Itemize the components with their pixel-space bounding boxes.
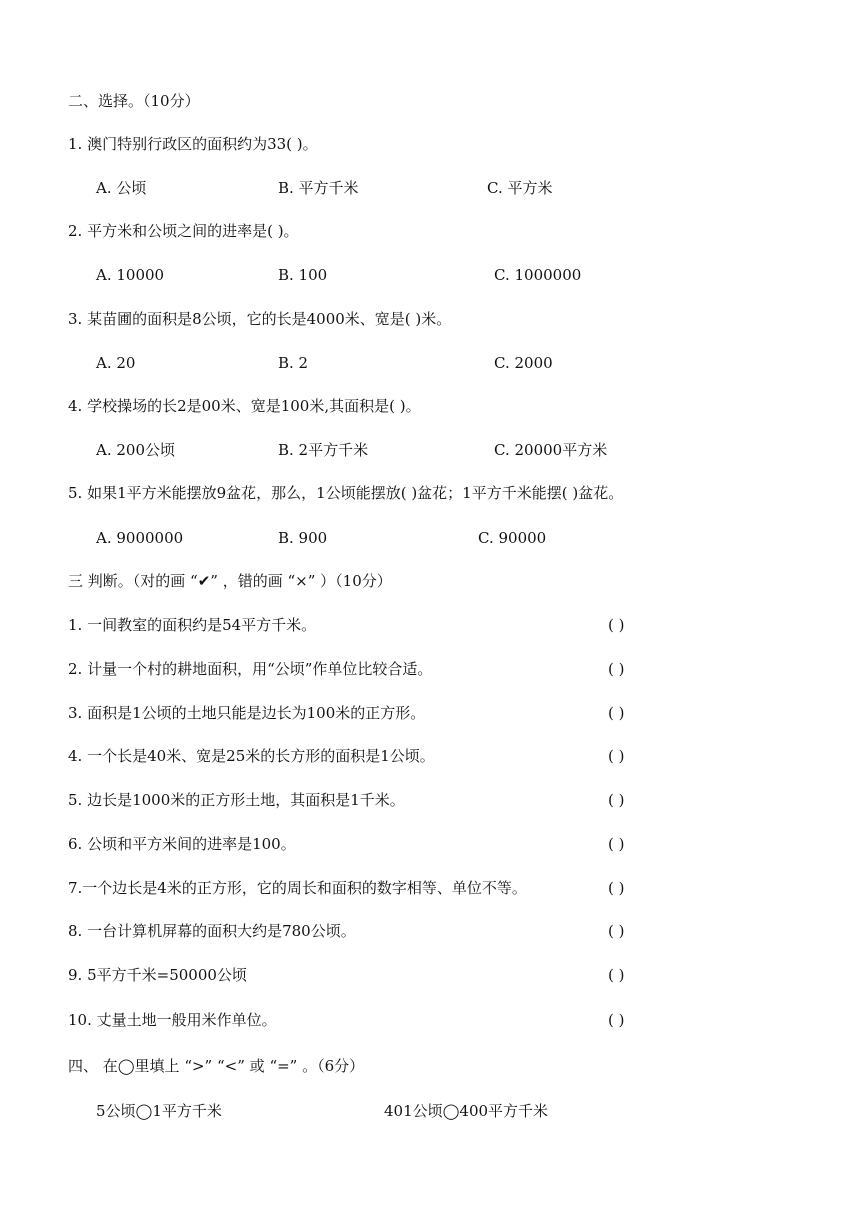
q2-3-option-c: C. 2000 — [494, 354, 553, 372]
judge-answer-8[interactable]: ( ) — [608, 922, 625, 940]
q2-5-option-b: B. 900 — [278, 529, 328, 547]
q2-2-option-a: A. 10000 — [96, 266, 165, 284]
q2-3-option-a: A. 20 — [96, 354, 136, 372]
q2-1-option-b: B. 平方千米 — [278, 179, 359, 197]
judge-answer-5[interactable]: ( ) — [608, 791, 625, 809]
q2-3-option-b: B. 2 — [278, 354, 309, 372]
question-2-2: 2. 平方米和公顷之间的进率是( )。 — [68, 222, 299, 240]
section-2-title: 二、选择。（10分） — [68, 92, 200, 110]
section-4-title: 四、 在◯里填上 “>” “<” 或 “=” 。（6分） — [68, 1057, 365, 1075]
judge-item-9: 9. 5平方千米=50000公顷 — [68, 966, 247, 984]
judge-answer-6[interactable]: ( ) — [608, 835, 625, 853]
comparison-2: 401公顷◯400平方千米 — [384, 1102, 549, 1120]
judge-answer-9[interactable]: ( ) — [608, 966, 625, 984]
judge-item-5: 5. 边长是1000米的正方形土地，其面积是1千米。 — [68, 791, 405, 809]
q2-1-option-a: A. 公顷 — [96, 179, 147, 197]
judge-answer-3[interactable]: ( ) — [608, 704, 625, 722]
q2-2-option-c: C. 1000000 — [494, 266, 582, 284]
judge-answer-2[interactable]: ( ) — [608, 660, 625, 678]
judge-answer-10[interactable]: ( ) — [608, 1011, 625, 1029]
judge-item-8: 8. 一台计算机屏幕的面积大约是780公顷。 — [68, 922, 356, 940]
judge-answer-1[interactable]: ( ) — [608, 616, 625, 634]
judge-item-2: 2. 计量一个村的耕地面积，用“公顷”作单位比较合适。 — [68, 660, 433, 678]
judge-item-6: 6. 公顷和平方米间的进率是100。 — [68, 835, 296, 853]
judge-item-7: 7.一个边长是4米的正方形，它的周长和面积的数字相等、单位不等。 — [68, 879, 527, 897]
judge-item-3: 3. 面积是1公顷的土地只能是边长为100米的正方形。 — [68, 704, 426, 722]
question-2-1: 1. 澳门特别行政区的面积约为33( )。 — [68, 135, 318, 153]
q2-1-option-c: C. 平方米 — [487, 179, 553, 197]
comparison-1: 5公顷◯1平方千米 — [96, 1102, 222, 1120]
q2-4-option-b: B. 2平方千米 — [278, 441, 369, 459]
q2-2-option-b: B. 100 — [278, 266, 328, 284]
q2-4-option-a: A. 200公顷 — [96, 441, 175, 459]
judge-answer-4[interactable]: ( ) — [608, 747, 625, 765]
judge-item-4: 4. 一个长是40米、宽是25米的长方形的面积是1公顷。 — [68, 747, 435, 765]
question-2-3: 3. 某苗圃的面积是8公顷，它的长是4000米、宽是( )米。 — [68, 310, 452, 328]
section-3-title: 三 判断。（对的画 “✔” ，错的画 “×” ）（10分） — [68, 572, 392, 590]
question-2-4: 4. 学校操场的长2是00米、宽是100米,其面积是( )。 — [68, 397, 421, 415]
q2-4-option-c: C. 20000平方米 — [494, 441, 608, 459]
judge-item-10: 10. 丈量土地一般用米作单位。 — [68, 1011, 277, 1029]
q2-5-option-c: C. 90000 — [478, 529, 547, 547]
q2-5-option-a: A. 9000000 — [96, 529, 184, 547]
judge-item-1: 1. 一间教室的面积约是54平方千米。 — [68, 616, 317, 634]
question-2-5: 5. 如果1平方米能摆放9盆花，那么，1公顷能摆放( )盆花；1平方千米能摆( )盆花。 — [68, 484, 624, 502]
judge-answer-7[interactable]: ( ) — [608, 879, 625, 897]
